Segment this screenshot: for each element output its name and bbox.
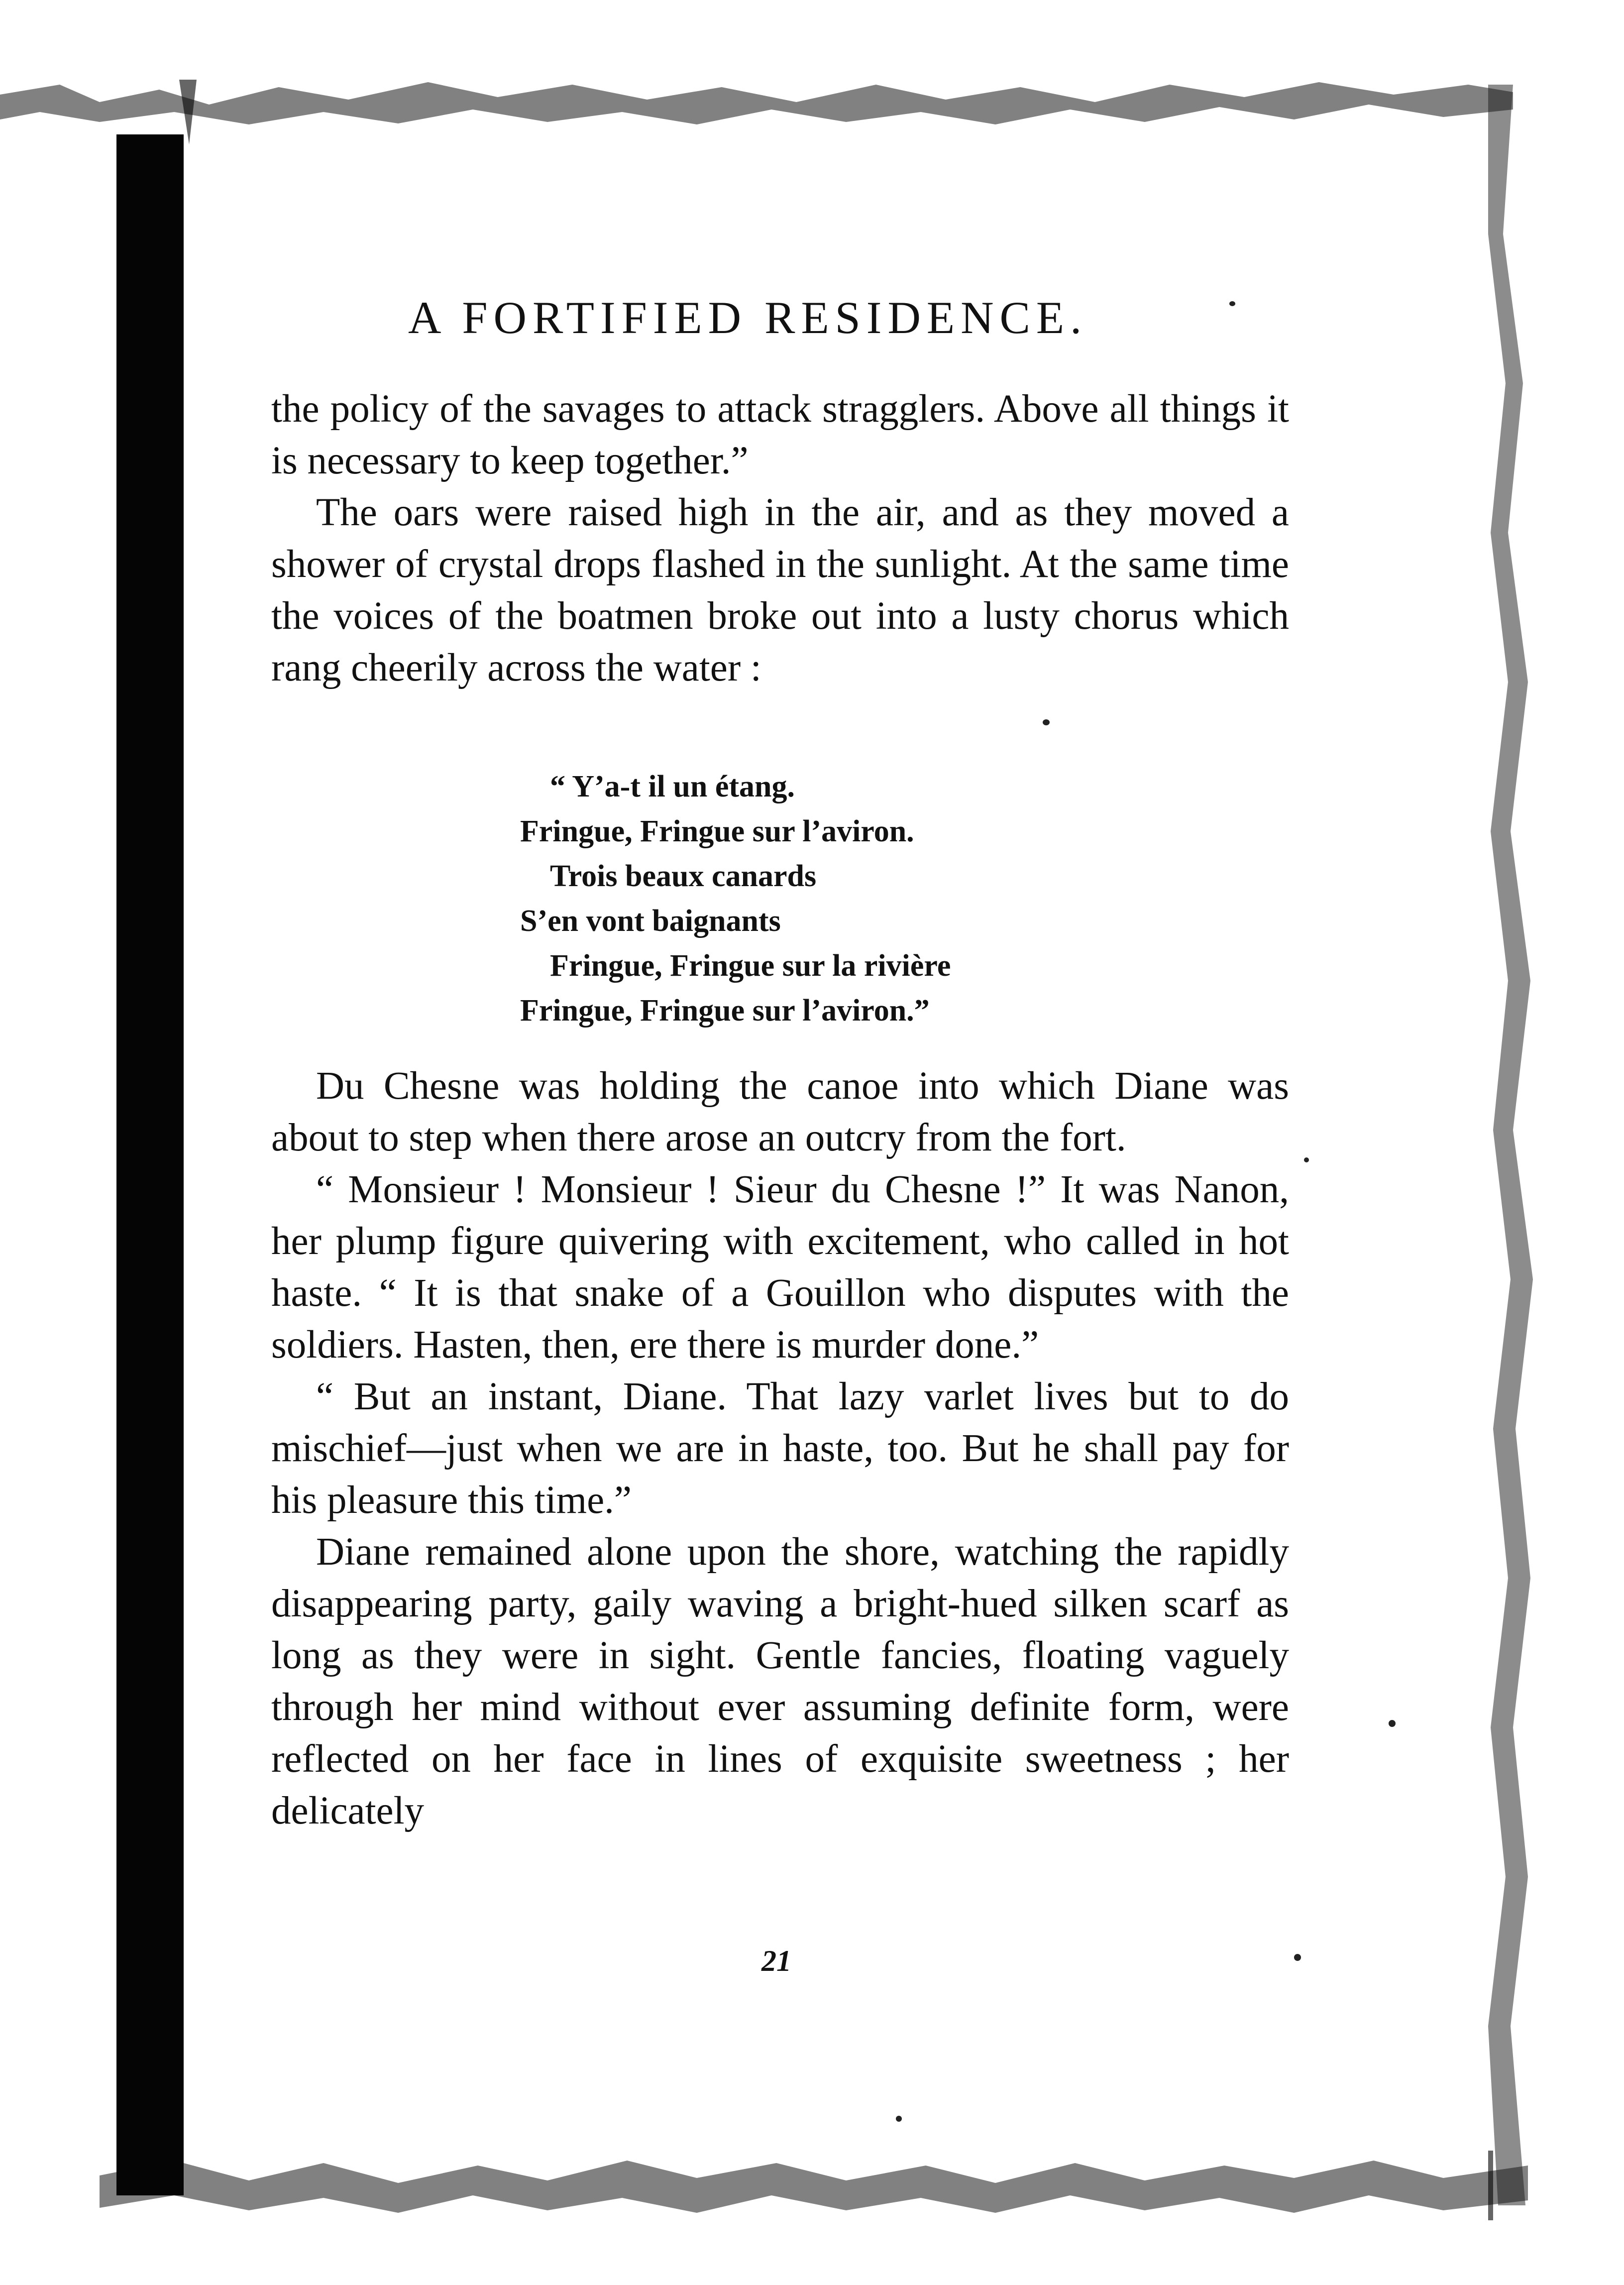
verse-line: Fringue, Fringue sur l’aviron. [520, 814, 914, 848]
scan-speck [1043, 719, 1050, 725]
paragraph: “ Monsieur ! Monsieur ! Sieur du Chesne !” It was Nanon, her plump figure quivering with excitement, who called in hot haste. “ It is that snake of a Gouillon who disputes with the soldiers. Hasten, then, ere there is murder done.” [271, 1168, 1289, 1367]
verse-line: “ Y’a-t il un étang. [550, 770, 795, 803]
scan-speck [1304, 1157, 1309, 1162]
scan-speck [1389, 1720, 1396, 1727]
paragraph: The oars were raised high in the air, and as they moved a shower of crystal drops flashed in the sunlight. At the same time the voices of the boatmen broke out into a lusty chorus which rang cheerily across the water : [271, 491, 1289, 689]
scan-noise-right [1468, 85, 1558, 2205]
verse-block [520, 764, 1167, 1033]
paragraph: Diane remained alone upon the shore, watching the rapidly disappearing party, gaily waving a bright-hued silken scarf as long as they were in sight. Gentle fancies, floating vaguely through her mind without ever assuming definite form, were reflected on her face in lines of exquisite sweetness ; her delicately [271, 1530, 1289, 1832]
scan-speck [1229, 301, 1235, 306]
text-block-bottom [271, 1060, 1289, 1837]
paragraph: the policy of the savages to attack stragglers. Above all things it is necessary to keep together.” [271, 387, 1289, 482]
verse-line: Fringue, Fringue sur l’aviron.” [520, 994, 930, 1028]
scan-noise-top [0, 65, 1513, 149]
page-number: 21 [761, 1944, 791, 1977]
paragraph: “ But an instant, Diane. That lazy varlet lives but to do mischief—just when we are in haste, too. But he shall pay for his pleasure this time.” [271, 1375, 1289, 1522]
text-block-top [271, 383, 1289, 694]
running-head: A FORTIFIED RESIDENCE. [408, 292, 1088, 343]
paragraph: Du Chesne was holding the canoe into which Diane was about to step when there arose an outcry from the fort. [271, 1064, 1289, 1159]
verse-line: Trois beaux canards [550, 859, 817, 893]
verse-line: S’en vont baignants [520, 904, 781, 938]
scan-noise-bottom [100, 2131, 1528, 2230]
verse-line: Fringue, Fringue sur la rivière [550, 949, 951, 983]
scan-speck [896, 2116, 902, 2122]
scan-speck [1294, 1954, 1301, 1961]
binding-strip [116, 134, 184, 2195]
